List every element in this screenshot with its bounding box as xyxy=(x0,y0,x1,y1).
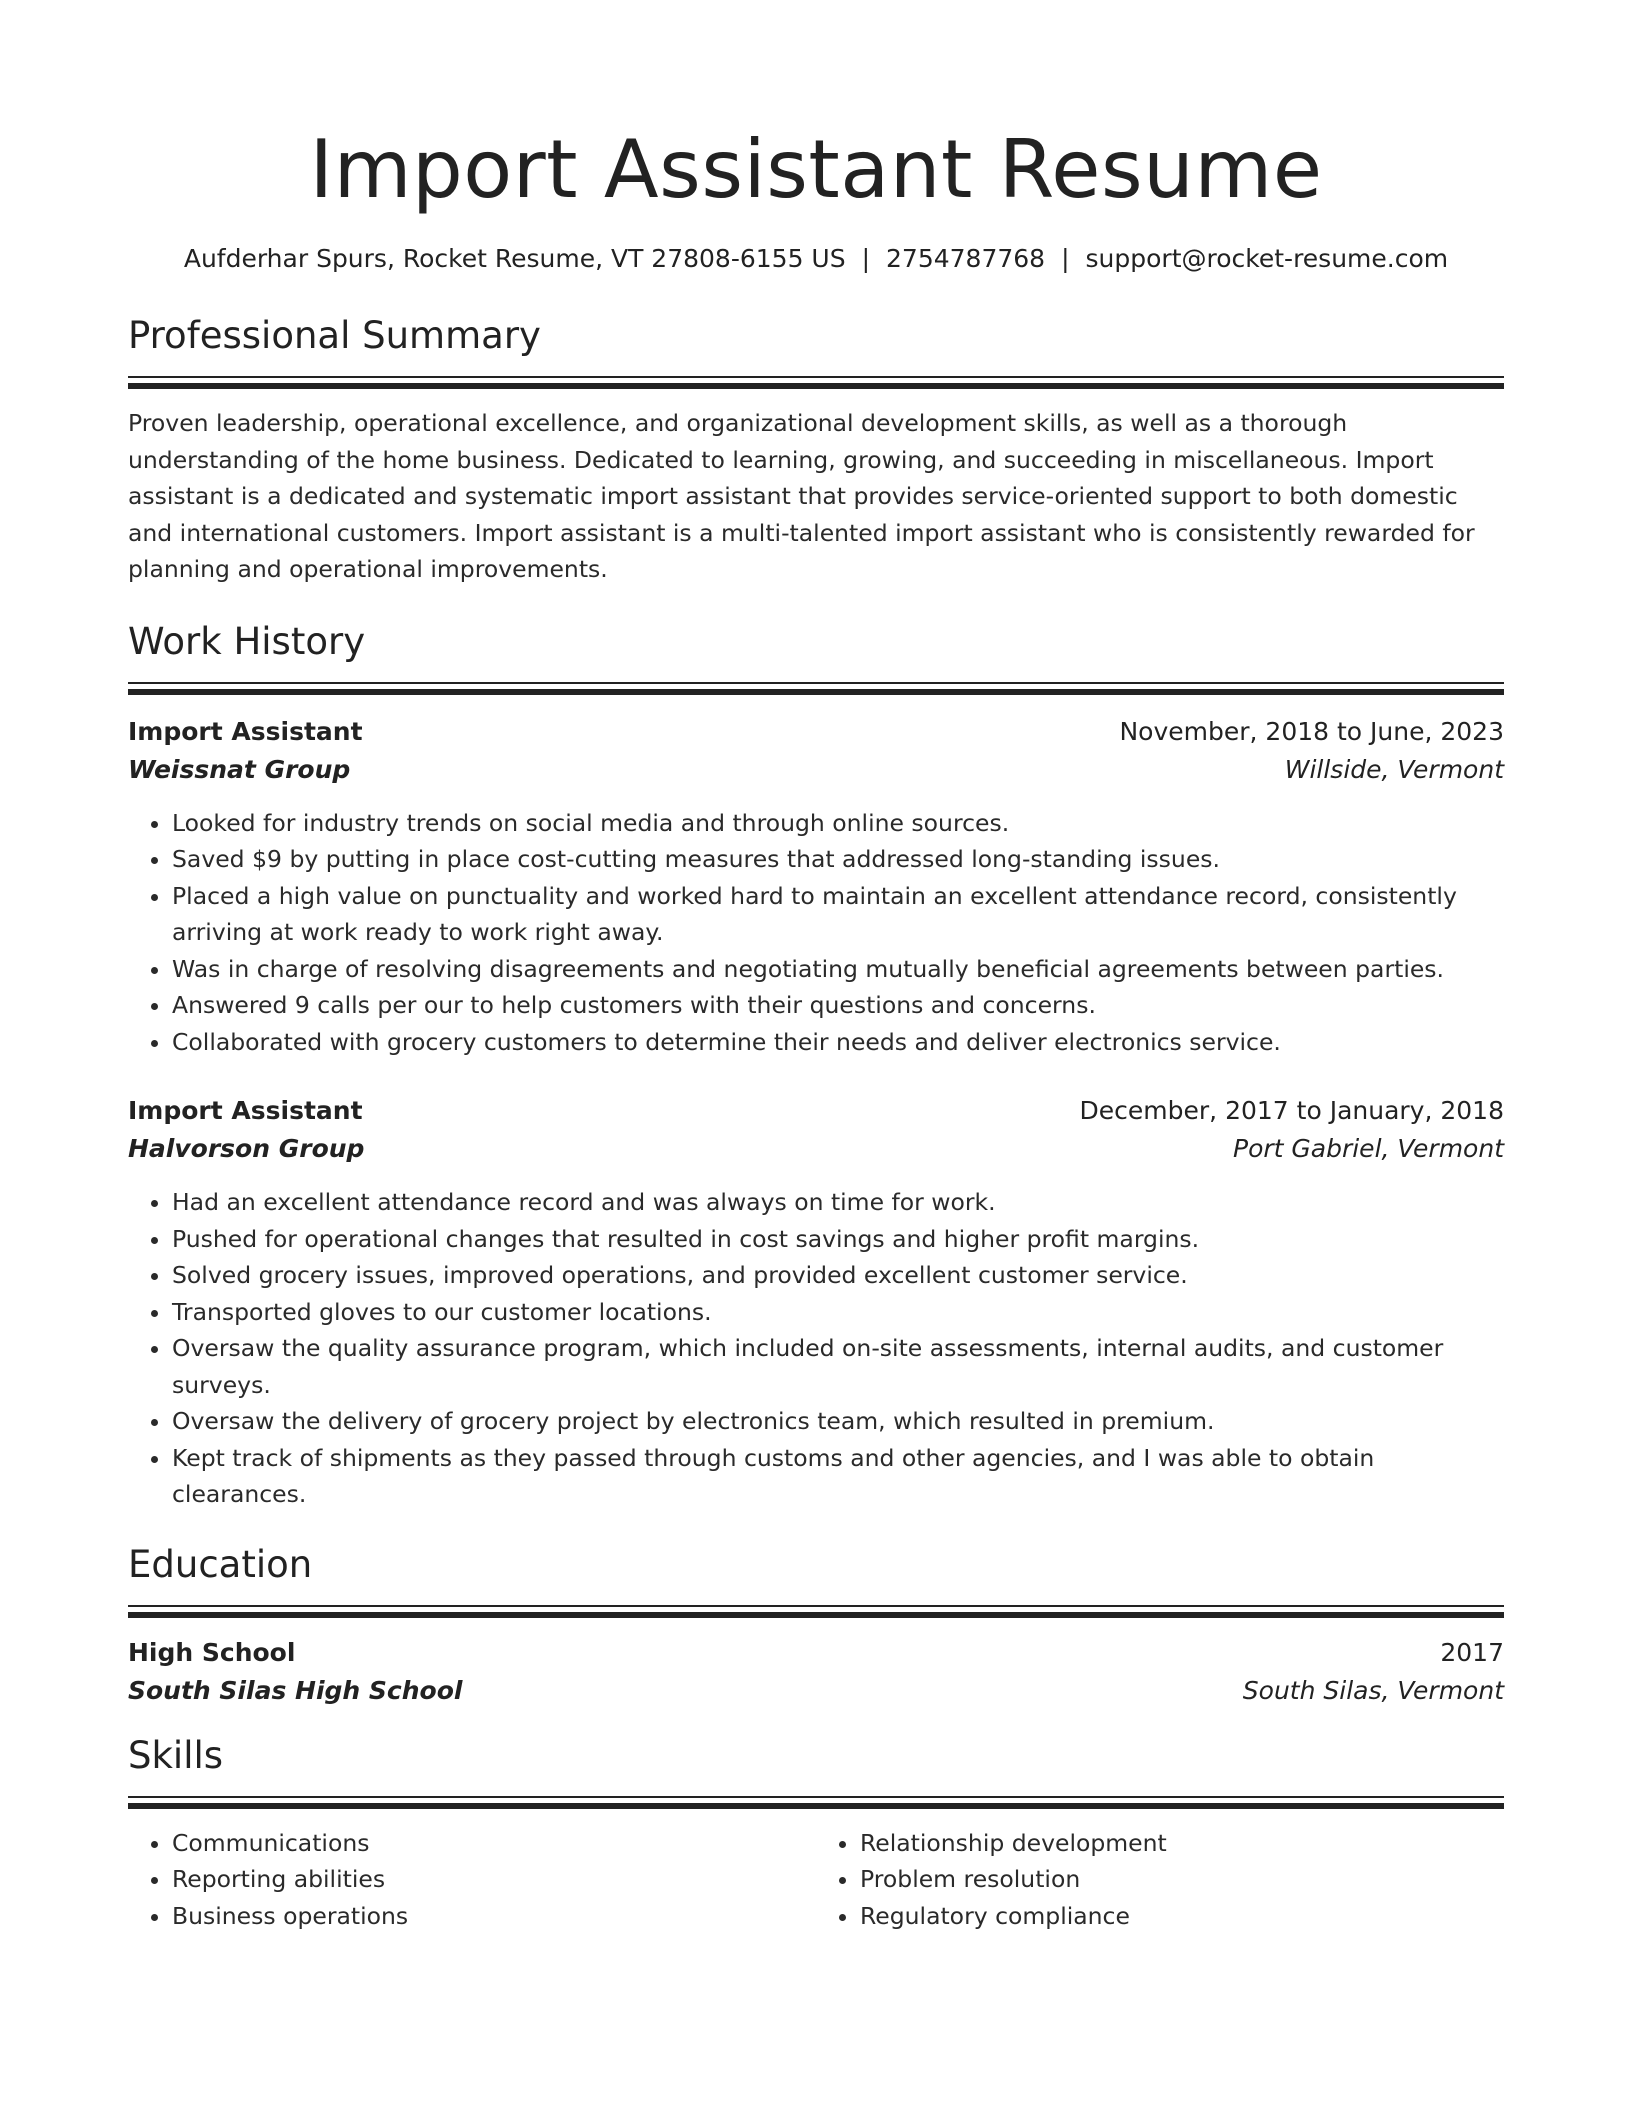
list-item: • Oversaw the quality assurance program, which included on-site assessments, internal audits, and customer surveys. xyxy=(172,1330,1504,1403)
job-entry-2 xyxy=(128,1092,1504,1513)
education-heading: Education xyxy=(128,1542,313,1586)
job-bullets xyxy=(128,805,1504,1061)
skills-section xyxy=(128,1732,1504,1935)
skills-grid xyxy=(128,1825,1504,1935)
education-entry xyxy=(128,1634,1504,1710)
list-item: • Transported gloves to our customer locations. xyxy=(172,1294,1504,1331)
skill-item: • Problem resolution xyxy=(860,1861,1504,1898)
list-item: • Collaborated with grocery customers to determine their needs and deliver electronics service. xyxy=(172,1024,1504,1061)
section-divider-thick xyxy=(128,689,1504,695)
skill-item: • Communications xyxy=(172,1825,816,1862)
skill-item: • Regulatory compliance xyxy=(860,1898,1504,1935)
skill-item: • Relationship development xyxy=(860,1825,1504,1862)
contact-email: support@rocket-resume.com xyxy=(1085,244,1449,273)
skill-item: • Business operations xyxy=(172,1898,816,1935)
list-item: • Placed a high value on punctuality and worked hard to maintain an excellent attendance record, consistently arriving at work ready to work right away. xyxy=(172,878,1504,951)
job-company: Weissnat Group xyxy=(128,754,351,784)
skills-heading: Skills xyxy=(128,1733,224,1777)
contact-line xyxy=(128,242,1504,276)
job-company-row xyxy=(128,1130,1504,1168)
section-divider-thick xyxy=(128,383,1504,389)
job-dates: November, 2018 to June, 2023 xyxy=(1119,716,1504,746)
summary-text: Proven leadership, operational excellence, and organizational development skills, as well as a thorough understanding of the home business. Dedicated to learning, growing, and succeeding in miscellaneous. Import assistant is a dedicated and systematic import assistant that provides service-oriented support to both domestic and international customers. Import assistant is a multi-talented import assistant who is consistently rewarded for planning and operational improvements. xyxy=(128,409,1475,583)
section-divider-thick xyxy=(128,1803,1504,1809)
education-degree: High School xyxy=(128,1637,296,1667)
list-item: • Looked for industry trends on social media and through online sources. xyxy=(172,805,1504,842)
contact-address: Aufderhar Spurs, Rocket Resume, VT 27808-6155 US xyxy=(183,244,846,273)
job-header-row xyxy=(128,1092,1504,1130)
list-item: • Kept track of shipments as they passed through customs and other agencies, and I was able to obtain clearances. xyxy=(172,1440,1504,1513)
job-entry-1 xyxy=(128,713,1504,1061)
list-item: • Had an excellent attendance record and was always on time for work. xyxy=(172,1184,1504,1221)
work-heading: Work History xyxy=(128,619,366,663)
summary-heading: Professional Summary xyxy=(128,314,541,357)
skills-column-left xyxy=(128,1825,816,1935)
education-location: South Silas, Vermont xyxy=(1242,1675,1504,1705)
job-location: Port Gabriel, Vermont xyxy=(1233,1134,1504,1163)
job-location: Willside, Vermont xyxy=(1284,754,1504,784)
section-divider xyxy=(128,1796,1504,1798)
education-section xyxy=(128,1541,1504,1710)
list-item: • Solved grocery issues, improved operations, and provided excellent customer service. xyxy=(172,1257,1504,1294)
education-year: 2017 xyxy=(1440,1637,1504,1667)
job-title: Import Assistant xyxy=(128,716,363,746)
section-divider xyxy=(128,682,1504,684)
education-school-row xyxy=(128,1672,1504,1710)
job-dates: December, 2017 to January, 2018 xyxy=(1079,1096,1504,1125)
list-item: • Answered 9 calls per our to help customers with their questions and concerns. xyxy=(172,987,1504,1024)
skills-column-right xyxy=(816,1825,1504,1935)
job-header-row xyxy=(128,713,1504,751)
job-bullets xyxy=(128,1184,1504,1513)
list-item: • Saved $9 by putting in place cost-cutting measures that addressed long-standing issues. xyxy=(172,841,1504,878)
section-divider-thick xyxy=(128,1612,1504,1618)
contact-separator: | xyxy=(1061,244,1070,273)
contact-separator: | xyxy=(861,244,871,273)
list-item: • Oversaw the delivery of grocery project by electronics team, which resulted in premium. xyxy=(172,1403,1504,1440)
list-item: • Pushed for operational changes that resulted in cost savings and higher profit margins. xyxy=(172,1221,1504,1258)
summary-section xyxy=(128,312,1504,588)
section-divider xyxy=(128,376,1504,378)
work-section xyxy=(128,618,1504,1513)
job-title: Import Assistant xyxy=(128,1096,363,1125)
skill-item: • Reporting abilities xyxy=(172,1861,816,1898)
section-divider xyxy=(128,1605,1504,1607)
list-item: • Was in charge of resolving disagreements and negotiating mutually beneficial agreements between parties. xyxy=(172,951,1504,988)
job-company-row xyxy=(128,751,1504,789)
education-school: South Silas High School xyxy=(128,1675,463,1705)
resume-title: Import Assistant Resume xyxy=(309,123,1323,216)
education-header-row xyxy=(128,1634,1504,1672)
contact-phone: 2754787768 xyxy=(886,244,1046,273)
job-company: Halvorson Group xyxy=(128,1134,365,1163)
